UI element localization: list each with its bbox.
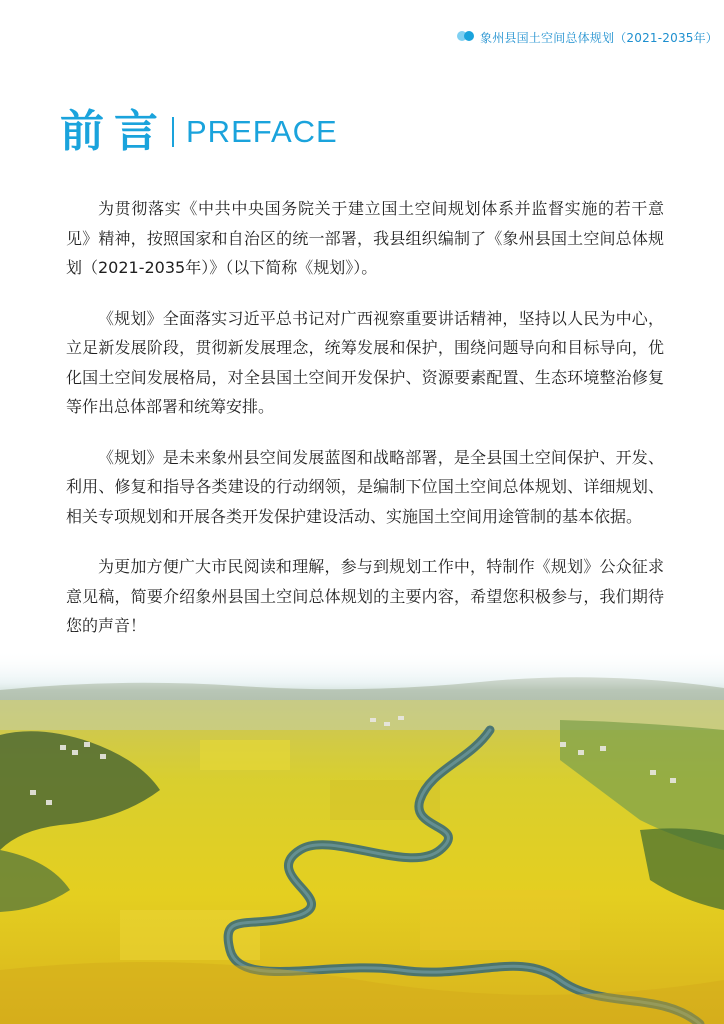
header-dot-icon — [456, 30, 478, 42]
section-title-chinese: 前言 — [60, 106, 168, 157]
paragraph-4: 为更加方便广大市民阅读和理解，参与到规划工作中，特制作《规划》公众征求意见稿，简要介绍象州县国土空间总体规划的主要内容，希望您积极参与，我们期待您的声音！ — [66, 557, 664, 635]
document-header-title: 象州县国土空间总体规划（2021-2035年） — [480, 31, 719, 45]
paragraph-1: 为贯彻落实《中共中央国务院关于建立国土空间规划体系并监督实施的若干意见》精神，按照国家和自治区的统一部署，我县组织编制了《象州县国土空间总体规划（2021-2035年）》（以下简称《规划》）。 — [66, 199, 664, 277]
paragraph-3: 《规划》是未来象州县空间发展蓝图和战略部署，是全县国土空间保护、开发、利用、修复和指导各类建设的行动纲领，是编制下位国土空间总体规划、详细规划、相关专项规划和开展各类开发保护建设活动、实施国土空间用途管制的基本依据。 — [66, 447, 664, 526]
preface-body — [66, 194, 664, 662]
landscape-photo — [0, 650, 724, 1024]
title-divider — [172, 117, 174, 147]
section-title-english: PREFACE — [186, 114, 338, 149]
section-title — [60, 104, 338, 160]
paragraph-2: 《规划》全面落实习近平总书记对广西视察重要讲话精神，坚持以人民为中心，立足新发展阶段，贯彻新发展理念，统筹发展和保护，围绕问题导向和目标导向，优化国土空间发展格局，对全县国土空间开发保护、资源要素配置、生态环境整治修复等作出总体部署和统筹安排。 — [66, 308, 664, 416]
